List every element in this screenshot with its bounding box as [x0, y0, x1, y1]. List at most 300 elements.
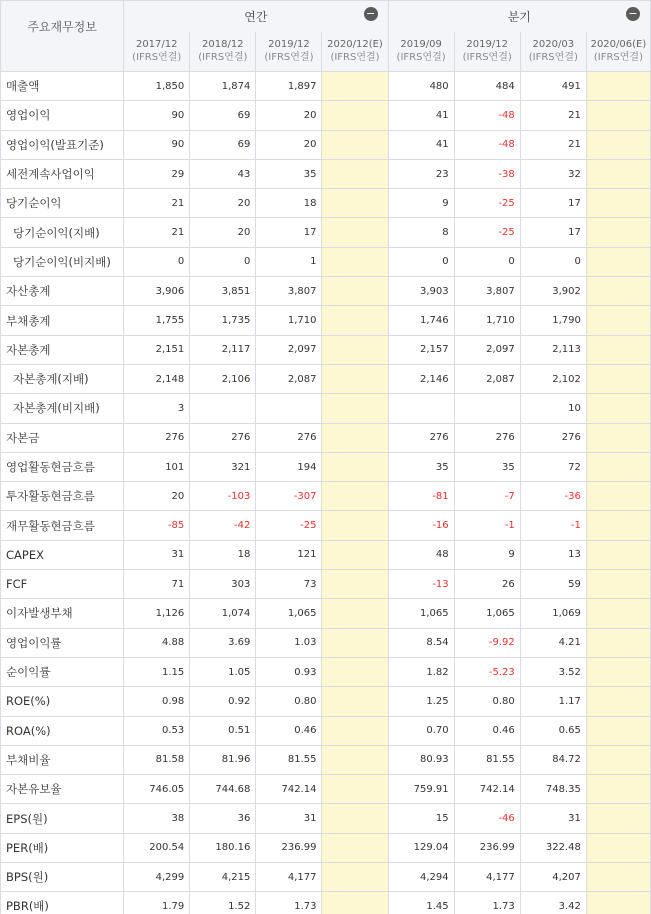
value-cell: 4,207 — [520, 863, 586, 892]
estimate-cell — [586, 189, 650, 218]
value-cell: 35 — [388, 452, 454, 481]
value-cell: 2,106 — [190, 364, 256, 393]
estimate-cell — [586, 804, 650, 833]
estimate-cell — [586, 657, 650, 686]
value-cell: 3,902 — [520, 277, 586, 306]
estimate-cell — [586, 394, 650, 423]
value-cell: 81.58 — [124, 745, 190, 774]
value-cell: 742.14 — [454, 775, 520, 804]
annual-label: 연간 — [244, 9, 268, 24]
value-cell: 38 — [124, 804, 190, 833]
value-cell: 2,087 — [256, 364, 322, 393]
value-cell: 1,065 — [454, 599, 520, 628]
value-cell: 3,903 — [388, 277, 454, 306]
value-cell: 1,850 — [124, 72, 190, 101]
estimate-cell — [586, 482, 650, 511]
value-cell: 20 — [190, 189, 256, 218]
table-row — [1, 570, 651, 599]
table-row — [1, 628, 651, 657]
table-row — [1, 218, 651, 247]
table-row — [1, 335, 651, 364]
value-cell: -13 — [388, 570, 454, 599]
value-cell: 32 — [520, 159, 586, 188]
estimate-cell — [322, 159, 388, 188]
row-label: ROE(%) — [1, 687, 124, 716]
value-cell: 121 — [256, 540, 322, 569]
row-label: 투자활동현금흐름 — [1, 482, 124, 511]
table-row — [1, 687, 651, 716]
estimate-cell — [322, 599, 388, 628]
estimate-cell — [586, 72, 650, 101]
estimate-cell — [586, 716, 650, 745]
value-cell: -25 — [256, 511, 322, 540]
estimate-cell — [322, 72, 388, 101]
value-cell: 276 — [124, 423, 190, 452]
annual-group-header — [124, 1, 388, 32]
value-cell: 1,074 — [190, 599, 256, 628]
value-cell: -38 — [454, 159, 520, 188]
quarter-label: 분기 — [507, 9, 531, 24]
value-cell: 80.93 — [388, 745, 454, 774]
value-cell: 236.99 — [454, 833, 520, 862]
value-cell: 0.70 — [388, 716, 454, 745]
value-cell: 491 — [520, 72, 586, 101]
estimate-cell — [322, 482, 388, 511]
value-cell: 1,065 — [256, 599, 322, 628]
value-cell: 276 — [520, 423, 586, 452]
table-title: 주요재무정보 — [1, 1, 124, 72]
estimate-cell — [586, 130, 650, 159]
estimate-cell — [322, 863, 388, 892]
estimate-cell — [586, 277, 650, 306]
value-cell: 748.35 — [520, 775, 586, 804]
value-cell: 4.88 — [124, 628, 190, 657]
value-cell: 0.80 — [454, 687, 520, 716]
value-cell: 1.73 — [256, 892, 322, 914]
table-row — [1, 716, 651, 745]
value-cell: 1,069 — [520, 599, 586, 628]
value-cell: 276 — [190, 423, 256, 452]
value-cell: 1,735 — [190, 306, 256, 335]
value-cell: 0 — [124, 247, 190, 276]
value-cell: -25 — [454, 218, 520, 247]
value-cell: 322.48 — [520, 833, 586, 862]
value-cell: 2,113 — [520, 335, 586, 364]
quarter-group-header — [388, 1, 650, 32]
value-cell: -81 — [388, 482, 454, 511]
value-cell: 36 — [190, 804, 256, 833]
value-cell: 41 — [388, 130, 454, 159]
table-row — [1, 130, 651, 159]
value-cell: 1.15 — [124, 657, 190, 686]
value-cell: -307 — [256, 482, 322, 511]
value-cell: -46 — [454, 804, 520, 833]
value-cell: 1.73 — [454, 892, 520, 914]
estimate-cell — [322, 306, 388, 335]
table-row — [1, 452, 651, 481]
value-cell: 1,710 — [454, 306, 520, 335]
value-cell: 3,807 — [256, 277, 322, 306]
value-cell: 4,294 — [388, 863, 454, 892]
estimate-cell — [322, 716, 388, 745]
value-cell: 1,746 — [388, 306, 454, 335]
estimate-cell — [322, 247, 388, 276]
collapse-quarter-icon[interactable]: − — [626, 7, 640, 21]
row-label: 자산총계 — [1, 277, 124, 306]
value-cell: 84.72 — [520, 745, 586, 774]
value-cell: 31 — [256, 804, 322, 833]
value-cell: 1.79 — [124, 892, 190, 914]
value-cell: 90 — [124, 130, 190, 159]
estimate-cell — [586, 599, 650, 628]
period-header: 2018/12 (IFRS연결) — [190, 32, 256, 72]
value-cell — [190, 394, 256, 423]
row-label: 자본총계(지배) — [1, 364, 124, 393]
row-label: EPS(원) — [1, 804, 124, 833]
period-header-estimate: 2020/12(E) (IFRS연결) — [322, 32, 388, 72]
table-row — [1, 364, 651, 393]
estimate-cell — [586, 159, 650, 188]
estimate-cell — [586, 570, 650, 599]
collapse-annual-icon[interactable]: − — [364, 7, 378, 21]
table-row — [1, 599, 651, 628]
value-cell: 0 — [520, 247, 586, 276]
estimate-cell — [586, 687, 650, 716]
value-cell: 3,807 — [454, 277, 520, 306]
value-cell: -9.92 — [454, 628, 520, 657]
value-cell: -1 — [454, 511, 520, 540]
value-cell: 3,851 — [190, 277, 256, 306]
value-cell: 3,906 — [124, 277, 190, 306]
value-cell: 2,148 — [124, 364, 190, 393]
value-cell: 20 — [124, 482, 190, 511]
estimate-cell — [586, 540, 650, 569]
row-label: 영업활동현금흐름 — [1, 452, 124, 481]
estimate-cell — [586, 335, 650, 364]
table-row — [1, 277, 651, 306]
value-cell: 13 — [520, 540, 586, 569]
value-cell: 2,102 — [520, 364, 586, 393]
estimate-cell — [586, 101, 650, 130]
value-cell: 15 — [388, 804, 454, 833]
value-cell: -25 — [454, 189, 520, 218]
estimate-cell — [586, 833, 650, 862]
value-cell: 69 — [190, 130, 256, 159]
table-row — [1, 863, 651, 892]
row-label: 당기순이익(비지배) — [1, 247, 124, 276]
row-label: 영업이익률 — [1, 628, 124, 657]
estimate-cell — [322, 364, 388, 393]
value-cell: 4.21 — [520, 628, 586, 657]
estimate-cell — [322, 804, 388, 833]
estimate-cell — [322, 745, 388, 774]
value-cell: 2,087 — [454, 364, 520, 393]
value-cell: 2,146 — [388, 364, 454, 393]
estimate-cell — [586, 892, 650, 914]
table-row — [1, 657, 651, 686]
value-cell: 3.69 — [190, 628, 256, 657]
estimate-cell — [586, 364, 650, 393]
value-cell: 276 — [388, 423, 454, 452]
value-cell: 1,897 — [256, 72, 322, 101]
value-cell: 31 — [124, 540, 190, 569]
value-cell: -36 — [520, 482, 586, 511]
value-cell: 3.52 — [520, 657, 586, 686]
value-cell: 4,215 — [190, 863, 256, 892]
value-cell: 73 — [256, 570, 322, 599]
estimate-cell — [322, 277, 388, 306]
estimate-cell — [586, 628, 650, 657]
period-header: 2019/12 (IFRS연결) — [454, 32, 520, 72]
value-cell: 10 — [520, 394, 586, 423]
table-row — [1, 892, 651, 914]
estimate-cell — [322, 130, 388, 159]
value-cell: 43 — [190, 159, 256, 188]
table-row — [1, 101, 651, 130]
value-cell: 18 — [190, 540, 256, 569]
value-cell: 746.05 — [124, 775, 190, 804]
estimate-cell — [322, 218, 388, 247]
period-header: 2017/12 (IFRS연결) — [124, 32, 190, 72]
value-cell: 4,177 — [256, 863, 322, 892]
estimate-cell — [586, 452, 650, 481]
period-header: 2019/09 (IFRS연결) — [388, 32, 454, 72]
estimate-cell — [586, 306, 650, 335]
value-cell: 1,126 — [124, 599, 190, 628]
estimate-cell — [322, 394, 388, 423]
row-label: 부채총계 — [1, 306, 124, 335]
table-row — [1, 247, 651, 276]
value-cell: 26 — [454, 570, 520, 599]
value-cell: -7 — [454, 482, 520, 511]
row-label: 영업이익 — [1, 101, 124, 130]
table-row — [1, 482, 651, 511]
estimate-cell — [322, 775, 388, 804]
value-cell: 35 — [256, 159, 322, 188]
value-cell: 1.05 — [190, 657, 256, 686]
value-cell: 194 — [256, 452, 322, 481]
value-cell: 20 — [256, 101, 322, 130]
value-cell — [454, 394, 520, 423]
row-label: 영업이익(발표기준) — [1, 130, 124, 159]
value-cell: 480 — [388, 72, 454, 101]
value-cell: 1,755 — [124, 306, 190, 335]
period-header: 2020/03 (IFRS연결) — [520, 32, 586, 72]
estimate-cell — [586, 423, 650, 452]
estimate-cell — [322, 628, 388, 657]
value-cell: 81.96 — [190, 745, 256, 774]
value-cell: 744.68 — [190, 775, 256, 804]
table-row — [1, 72, 651, 101]
value-cell: 81.55 — [256, 745, 322, 774]
table-row — [1, 306, 651, 335]
value-cell: 69 — [190, 101, 256, 130]
value-cell: 29 — [124, 159, 190, 188]
row-label: PER(배) — [1, 833, 124, 862]
value-cell: 35 — [454, 452, 520, 481]
value-cell: -42 — [190, 511, 256, 540]
row-label: ROA(%) — [1, 716, 124, 745]
value-cell: 0.93 — [256, 657, 322, 686]
table-row — [1, 833, 651, 862]
value-cell: 23 — [388, 159, 454, 188]
row-label: 부채비율 — [1, 745, 124, 774]
value-cell: 0.92 — [190, 687, 256, 716]
value-cell: 742.14 — [256, 775, 322, 804]
value-cell: -48 — [454, 130, 520, 159]
value-cell: 1.03 — [256, 628, 322, 657]
estimate-cell — [322, 101, 388, 130]
value-cell — [256, 394, 322, 423]
value-cell: 90 — [124, 101, 190, 130]
value-cell: 129.04 — [388, 833, 454, 862]
value-cell: 321 — [190, 452, 256, 481]
value-cell: 0.46 — [454, 716, 520, 745]
value-cell: 180.16 — [190, 833, 256, 862]
value-cell: 71 — [124, 570, 190, 599]
value-cell: 1.82 — [388, 657, 454, 686]
table-row — [1, 511, 651, 540]
value-cell: 2,097 — [256, 335, 322, 364]
value-cell: 59 — [520, 570, 586, 599]
value-cell: 0 — [190, 247, 256, 276]
value-cell: 0.65 — [520, 716, 586, 745]
estimate-cell — [586, 745, 650, 774]
estimate-cell — [322, 335, 388, 364]
row-label: 재무활동현금흐름 — [1, 511, 124, 540]
value-cell: 41 — [388, 101, 454, 130]
value-cell: 9 — [454, 540, 520, 569]
value-cell: 18 — [256, 189, 322, 218]
value-cell: 1,710 — [256, 306, 322, 335]
estimate-cell — [322, 687, 388, 716]
row-label: CAPEX — [1, 540, 124, 569]
row-label: 당기순이익(지배) — [1, 218, 124, 247]
value-cell: 31 — [520, 804, 586, 833]
table-row — [1, 804, 651, 833]
value-cell: 101 — [124, 452, 190, 481]
row-label: 자본총계 — [1, 335, 124, 364]
value-cell: 20 — [190, 218, 256, 247]
row-label: 당기순이익 — [1, 189, 124, 218]
value-cell: 9 — [388, 189, 454, 218]
table-body — [1, 72, 651, 914]
value-cell — [388, 394, 454, 423]
table-row — [1, 775, 651, 804]
value-cell: 17 — [520, 218, 586, 247]
value-cell: 1,065 — [388, 599, 454, 628]
table-row — [1, 159, 651, 188]
value-cell: 2,157 — [388, 335, 454, 364]
value-cell: 2,097 — [454, 335, 520, 364]
row-label: PBR(배) — [1, 892, 124, 914]
estimate-cell — [322, 657, 388, 686]
period-header-estimate: 2020/06(E) (IFRS연결) — [586, 32, 650, 72]
value-cell: 0.46 — [256, 716, 322, 745]
value-cell: 72 — [520, 452, 586, 481]
value-cell: 1.52 — [190, 892, 256, 914]
value-cell: -16 — [388, 511, 454, 540]
value-cell: 1,790 — [520, 306, 586, 335]
period-header: 2019/12 (IFRS연결) — [256, 32, 322, 72]
value-cell: 48 — [388, 540, 454, 569]
value-cell: 303 — [190, 570, 256, 599]
value-cell: 8.54 — [388, 628, 454, 657]
value-cell: 21 — [124, 189, 190, 218]
estimate-cell — [586, 511, 650, 540]
value-cell: 0.80 — [256, 687, 322, 716]
row-label: 순이익률 — [1, 657, 124, 686]
value-cell: 17 — [256, 218, 322, 247]
row-label: 자본금 — [1, 423, 124, 452]
table-row — [1, 394, 651, 423]
value-cell: 0.53 — [124, 716, 190, 745]
estimate-cell — [322, 511, 388, 540]
value-cell: 1 — [256, 247, 322, 276]
table-row — [1, 423, 651, 452]
estimate-cell — [322, 423, 388, 452]
estimate-cell — [586, 775, 650, 804]
estimate-cell — [322, 892, 388, 914]
value-cell: 8 — [388, 218, 454, 247]
value-cell: 21 — [124, 218, 190, 247]
value-cell: 200.54 — [124, 833, 190, 862]
estimate-cell — [586, 247, 650, 276]
estimate-cell — [322, 833, 388, 862]
value-cell: 236.99 — [256, 833, 322, 862]
value-cell: 4,299 — [124, 863, 190, 892]
row-label: 자본유보율 — [1, 775, 124, 804]
value-cell: 0 — [388, 247, 454, 276]
value-cell: 1.17 — [520, 687, 586, 716]
value-cell: 759.91 — [388, 775, 454, 804]
value-cell: 21 — [520, 130, 586, 159]
estimate-cell — [586, 218, 650, 247]
table-row — [1, 189, 651, 218]
value-cell: 1.25 — [388, 687, 454, 716]
value-cell: 0.98 — [124, 687, 190, 716]
estimate-cell — [322, 189, 388, 218]
value-cell: 4,177 — [454, 863, 520, 892]
estimate-cell — [322, 452, 388, 481]
table-row — [1, 540, 651, 569]
value-cell: -103 — [190, 482, 256, 511]
value-cell: -1 — [520, 511, 586, 540]
value-cell: -85 — [124, 511, 190, 540]
value-cell: -48 — [454, 101, 520, 130]
row-label: 이자발생부채 — [1, 599, 124, 628]
row-label: 세전계속사업이익 — [1, 159, 124, 188]
value-cell: -5.23 — [454, 657, 520, 686]
value-cell: 3.42 — [520, 892, 586, 914]
value-cell: 1.45 — [388, 892, 454, 914]
estimate-cell — [322, 540, 388, 569]
row-label: 자본총계(비지배) — [1, 394, 124, 423]
value-cell: 276 — [454, 423, 520, 452]
value-cell: 17 — [520, 189, 586, 218]
estimate-cell — [322, 570, 388, 599]
value-cell: 3 — [124, 394, 190, 423]
value-cell: 20 — [256, 130, 322, 159]
table-row — [1, 745, 651, 774]
value-cell: 2,151 — [124, 335, 190, 364]
row-label: FCF — [1, 570, 124, 599]
row-label: 매출액 — [1, 72, 124, 101]
value-cell: 81.55 — [454, 745, 520, 774]
value-cell: 0.51 — [190, 716, 256, 745]
value-cell: 276 — [256, 423, 322, 452]
value-cell: 21 — [520, 101, 586, 130]
